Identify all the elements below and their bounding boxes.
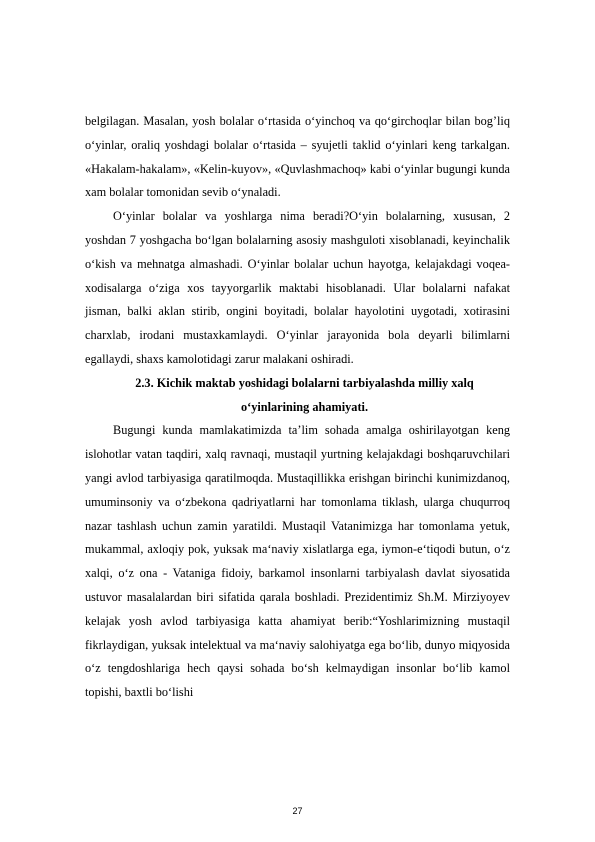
paragraph-continuation: belgilagan. Masalan, yosh bolalar o‘rtasida o‘yinchoq va qo‘girchoqlar bilan bog’liq o‘yinlar, oraliq yoshdagi bolalar o‘rtasida – syujetli taklid o‘yinlari keng tarkalgan. «Hakalam-hakalam», «Kelin-kuyov», «Quvlashmachoq» kabi o‘yinlar bugungi kunda xam bolalar tomonidan sevib o‘ynaladi. xyxy=(85,114,510,200)
section-heading-line2: o‘yinlarining ahamiyati. xyxy=(240,399,369,414)
document-page xyxy=(85,110,510,705)
paragraph-games-value: O‘yinlar bolalar va yoshlarga nima beradi?O‘yin bolalarning, xususan, 2 yoshdan 7 yoshgacha bo‘lgan bolalarning asosiy mashguloti xisoblanadi, keyinchalik o‘kish va mehnatga almashadi. O‘yinlar bolalar uchun hayotga, kelajakdagi voqea-xodisalarga o‘ziga xos tayyorgarlik maktabi hisoblanadi. Ular bolalarni nafakat jisman, balki aklan stirib, ongini boyitadi, bolalar hayolotini uygotadi, xotirasini charxlab, irodani mustaxkamlaydi. O‘yinlar jarayonida bola deyarli bilimlarni egallaydi, shaxs kamolotidagi zarur malakani oshiradi. xyxy=(85,209,510,366)
section-heading-line1: 2.3. Kichik maktab yoshidagi bolalarni tarbiyalashda milliy xalq xyxy=(135,375,474,390)
paragraph-reforms: Bugungi kunda mamlakatimizda ta’lim sohada amalga oshirilayotgan keng islohotlar vatan taqdiri, xalq ravnaqi, mustaqil yurtning kelajakdagi boshqaruvchilari yangi avlod tarbiyasiga qaratilmoqda. Mustaqillikka erishgan birinchi kunimizdanoq, umuminsoniy va o‘zbekona qadriyatlarni har tomonlama tiklash, ularga chuqurroq nazar tashlash uchun zamin yaratildi. Mustaqil Vatanimizga har tomonlama yetuk, mukammal, axloqiy pok, yuksak ma‘naviy xislatlarga ega, iymon-e‘tiqodi butun, o‘z xalqi, o‘z ona - Vataniga fidoiy, barkamol insonlarni tarbiyalash davlat siyosatida ustuvor masalalardan biri sifatida qarala boshladi. Prezidentimiz Sh.M. Mirziyoyev kelajak yosh avlod tarbiyasiga katta ahamiyat berib:“Yoshlarimizning mustaqil fikrlaydigan, yuksak intelektual va ma‘naviy salohiyatga ega bo‘lib, dunyo miqyosida o‘z tengdoshlariga hech qaysi sohada bo‘sh kelmaydigan insonlar bo‘lib kamol topishi, baxtli bo‘lishi xyxy=(85,423,510,700)
page-number: 27 xyxy=(292,806,303,816)
